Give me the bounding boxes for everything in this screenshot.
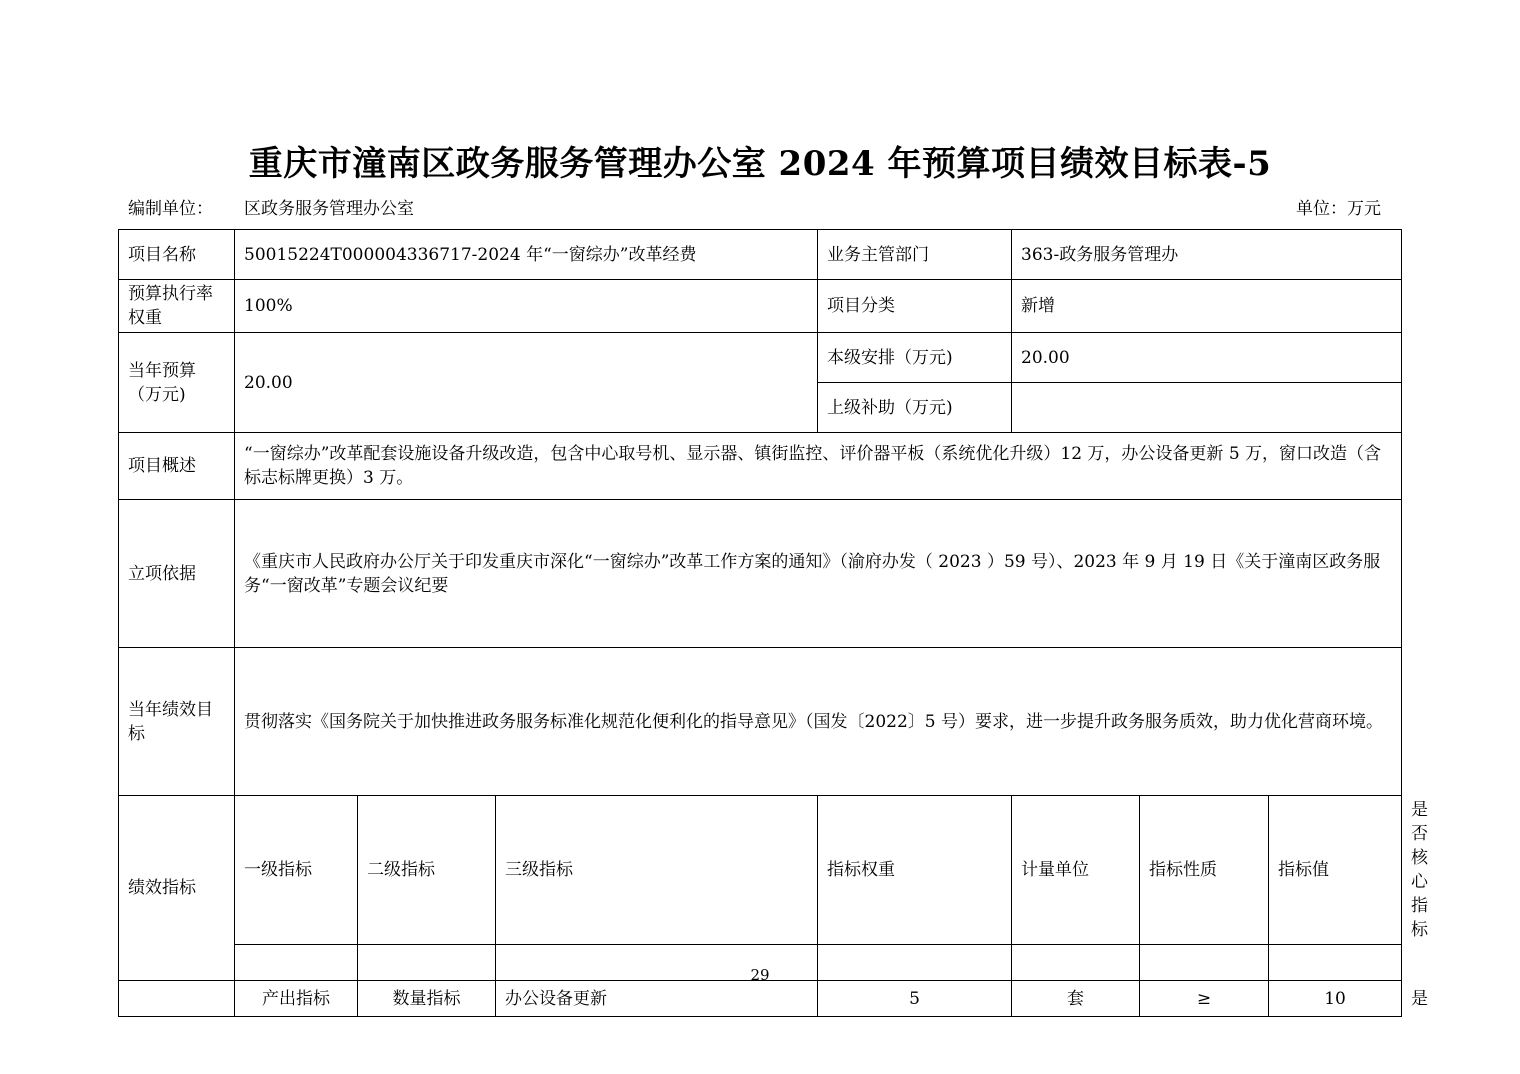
basis-label: 立项依据 xyxy=(119,500,235,648)
cell-level1: 产出指标 xyxy=(235,981,358,1017)
page-title: 重庆市潼南区政务服务管理办公室 2024 年预算项目绩效目标表-5 xyxy=(248,144,1272,184)
project-name-label: 项目名称 xyxy=(119,230,235,280)
row-budget xyxy=(119,333,1402,383)
header-level2: 二级指标 xyxy=(358,796,496,945)
upper-subsidy-label: 上级补助（万元) xyxy=(818,383,1012,433)
indicator-header-row: 绩效指标 一级指标 二级指标 三级指标 指标权重 计量单位 指标性质 指标值 是否核心指标 xyxy=(119,796,1402,945)
category-label: 项目分类 xyxy=(818,280,1012,333)
local-budget-label: 本级安排（万元) xyxy=(818,333,1012,383)
header-level1: 一级指标 xyxy=(235,796,358,945)
upper-subsidy-value xyxy=(1012,383,1402,433)
header-level3: 三级指标 xyxy=(496,796,818,945)
indicators-label: 绩效指标 xyxy=(119,796,235,981)
row-goal xyxy=(119,648,1402,796)
basis-value: 《重庆市人民政府办公厅关于印发重庆市深化“一窗综办”改革工作方案的通知》（渝府办发（ 2023 ）59 号）、2023 年 9 月 19 日《关于潼南区政务服务“一窗改革”专题会议纪要 xyxy=(235,500,1402,648)
weight-value: 100% xyxy=(235,280,818,333)
weight-label: 预算执行率权重 xyxy=(119,280,235,333)
summary-value: “一窗综办”改革配套设施设备升级改造，包含中心取号机、显示器、镇街监控、评价器平板（系统优化升级）12 万，办公设备更新 5 万，窗口改造（含标志标牌更换）3 万。 xyxy=(235,433,1402,500)
row-summary xyxy=(119,433,1402,500)
compiling-unit-label: 编制单位： xyxy=(128,199,213,219)
local-budget-value: 20.00 xyxy=(1012,333,1402,383)
cell-nature: ≥ xyxy=(1140,981,1269,1017)
dept-label: 业务主管部门 xyxy=(818,230,1012,280)
empty-cell xyxy=(119,981,235,1017)
goal-value: 贯彻落实《国务院关于加快推进政务服务标准化规范化便利化的指导意见》（国发〔2022〕5 号）要求，进一步提升政务服务质效，助力优化营商环境。 xyxy=(235,648,1402,796)
page-number: 29 xyxy=(750,966,770,984)
budget-value: 20.00 xyxy=(235,333,818,433)
compiling-unit-value: 区政务服务管理办公室 xyxy=(244,199,414,219)
summary-label: 项目概述 xyxy=(119,433,235,500)
cell-weight: 5 xyxy=(818,981,1012,1017)
header-nature: 指标性质 xyxy=(1140,796,1269,945)
row-weight xyxy=(119,280,1402,333)
row-basis xyxy=(119,500,1402,648)
header-unit: 计量单位 xyxy=(1012,796,1140,945)
currency-unit: 单位：万元 xyxy=(1296,199,1381,219)
cell-level3: 办公设备更新 xyxy=(496,981,818,1017)
project-name-value: 50015224T000004336717-2024 年“一窗综办”改革经费 xyxy=(235,230,818,280)
header-value: 指标值 xyxy=(1269,796,1402,945)
cell-value: 10 xyxy=(1269,981,1402,1017)
budget-label: 当年预算（万元) xyxy=(119,333,235,433)
dept-value: 363-政务服务管理办 xyxy=(1012,230,1402,280)
cell-level2: 数量指标 xyxy=(358,981,496,1017)
goal-label: 当年绩效目标 xyxy=(119,648,235,796)
performance-target-table xyxy=(118,229,1429,1017)
cell-unit: 套 xyxy=(1012,981,1140,1017)
header-weight: 指标权重 xyxy=(818,796,1012,945)
category-value: 新增 xyxy=(1012,280,1402,333)
indicator-row: 产出指标 数量指标 办公设备更新 5 套 ≥ 10 是 xyxy=(119,981,1402,1017)
row-project-name xyxy=(119,230,1402,280)
